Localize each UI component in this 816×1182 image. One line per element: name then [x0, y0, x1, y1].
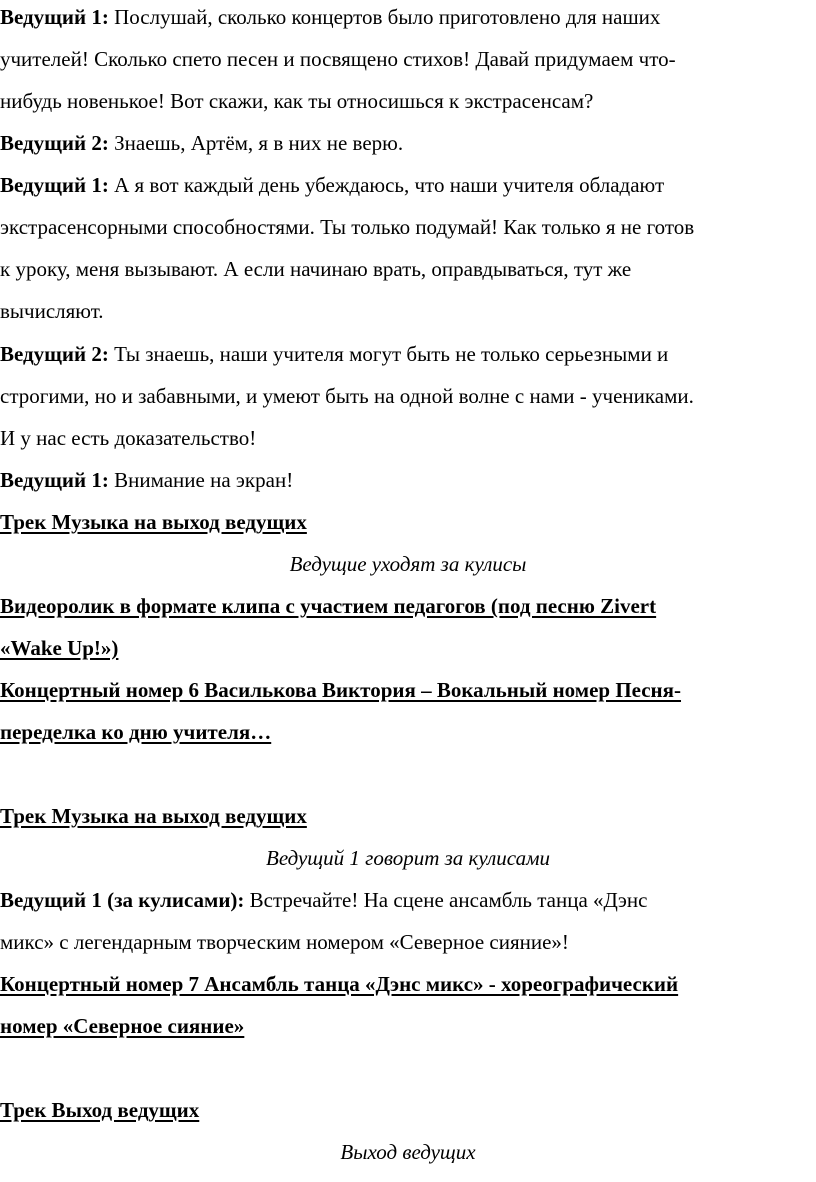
speaker-label: Ведущий 2: — [0, 131, 109, 155]
dialogue-block-2 — [0, 122, 816, 164]
speaker-label: Ведущий 1 (за кулисами): — [0, 888, 245, 912]
dialogue-text: А я вот каждый день убеждаюсь, что наши учителя обладают — [108, 173, 665, 197]
dialogue-line — [0, 879, 816, 921]
dialogue-line: нибудь новенькое! Вот скажи, как ты относишься к экстрасенсам? — [0, 89, 594, 113]
dialogue-line: учителей! Сколько спето песен и посвящено стихов! Давай придумаем что- — [0, 47, 676, 71]
dialogue-line: к уроку, меня вызывают. А если начинаю врать, оправдываться, тут же — [0, 257, 632, 281]
speaker-label: Ведущий 1: — [0, 173, 109, 197]
heading-line: Концертный номер 7 Ансамбль танца «Дэнс микс» - хореографический — [0, 972, 679, 996]
concert-number-6-heading — [0, 669, 816, 753]
stage-direction-3 — [0, 1131, 816, 1173]
stage-direction-2 — [0, 837, 816, 879]
track-heading-1 — [0, 501, 816, 543]
stage-direction-1 — [0, 543, 816, 585]
heading-line: номер «Северное сияние» — [0, 1014, 245, 1038]
dialogue-text: Внимание на экран! — [108, 468, 294, 492]
dialogue-line — [0, 164, 816, 206]
track-heading-2 — [0, 795, 816, 837]
stage-direction-text: Ведущий 1 говорит за кулисами — [266, 846, 550, 870]
dialogue-block-3 — [0, 164, 816, 332]
dialogue-line — [0, 122, 816, 164]
speaker-label: Ведущий 1: — [0, 5, 109, 29]
dialogue-text: Знаешь, Артём, я в них не верю. — [108, 131, 404, 155]
dialogue-text: Встречайте! На сцене ансамбль танца «Дэнс — [244, 888, 648, 912]
dialogue-text: Ты знаешь, наши учителя могут быть не только серьезными и — [108, 342, 669, 366]
dialogue-line — [0, 0, 816, 38]
speaker-label: Ведущий 1: — [0, 468, 109, 492]
dialogue-line — [0, 459, 816, 501]
heading-line: Трек Музыка на выход ведущих — [0, 510, 307, 534]
dialogue-line: строгими, но и забавными, и умеют быть на одной волне с нами - учениками. — [0, 384, 694, 408]
dialogue-block-1 — [0, 0, 816, 122]
stage-direction-text: Выход ведущих — [340, 1140, 476, 1164]
stage-direction-text: Ведущие уходят за кулисы — [289, 552, 527, 576]
track-heading-3 — [0, 1089, 816, 1131]
dialogue-line: микс» с легендарным творческим номером «Северное сияние»! — [0, 930, 569, 954]
heading-line: Трек Музыка на выход ведущих — [0, 804, 307, 828]
heading-line: Видеоролик в формате клипа с участием педагогов (под песню Zivert — [0, 594, 657, 618]
dialogue-line: И у нас есть доказательство! — [0, 426, 257, 450]
speaker-label: Ведущий 2: — [0, 342, 109, 366]
heading-line: переделка ко дню учителя… — [0, 720, 272, 744]
dialogue-line: экстрасенсорными способностями. Ты только подумай! Как только я не готов — [0, 215, 695, 239]
dialogue-block-5 — [0, 459, 816, 501]
heading-line: Трек Выход ведущих — [0, 1098, 200, 1122]
heading-line: «Wake Up!») — [0, 636, 119, 660]
concert-number-7-heading — [0, 963, 816, 1047]
dialogue-text: Послушай, сколько концертов было приготовлено для наших — [108, 5, 661, 29]
dialogue-line — [0, 333, 816, 375]
heading-line: Концертный номер 6 Василькова Виктория – Вокальный номер Песня- — [0, 678, 682, 702]
dialogue-block-4 — [0, 333, 816, 459]
video-heading — [0, 585, 816, 669]
dialogue-line: вычисляют. — [0, 299, 104, 323]
dialogue-block-offstage — [0, 879, 816, 963]
